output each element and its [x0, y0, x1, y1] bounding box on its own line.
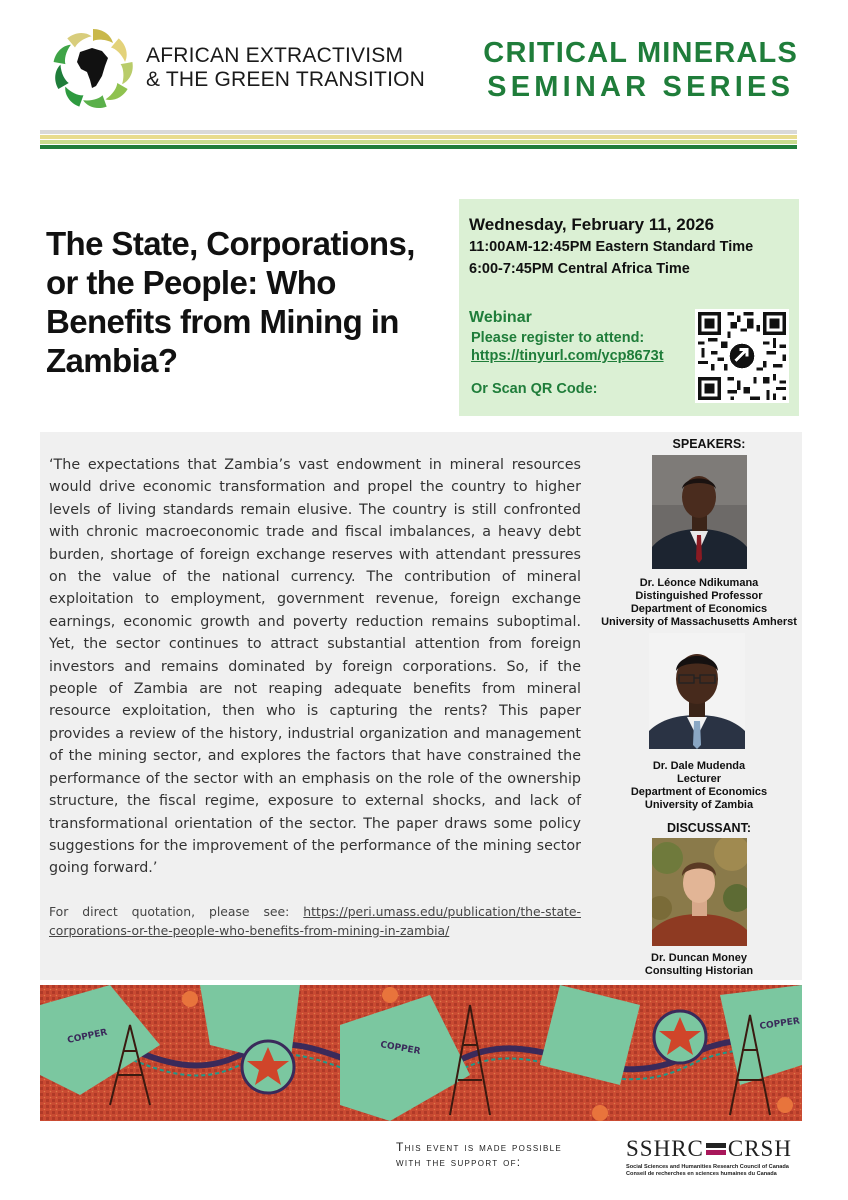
event-time-cat: 6:00-7:45PM Central Africa Time [469, 261, 690, 277]
series-title [483, 36, 798, 104]
support-line-1: This event is made possible [396, 1140, 563, 1154]
speakers-heading: SPEAKERS: [672, 437, 746, 451]
fabric-label-1: COPPER [66, 1027, 109, 1046]
speaker-1-department: Department of Economics [630, 603, 768, 615]
event-format: Webinar [469, 309, 532, 326]
discussant-name: Dr. Duncan Money [651, 952, 747, 964]
speaker-2-photo [649, 633, 745, 749]
event-title: The State, Corporations, or the People: Who Benefits from Mining in Zambia? [46, 225, 415, 379]
qr-code-icon[interactable] [695, 309, 789, 403]
speaker-2-name: Dr. Dale Mudenda [652, 760, 746, 772]
quotation-link[interactable]: https://peri.umass.edu/publication/the-state-corporations-or-the-people-who-benefits-from-mining-in-zambia/ [49, 904, 581, 938]
copper-fabric-pattern-image [40, 985, 802, 1121]
discussant-photo [652, 838, 747, 946]
support-statement [396, 1140, 562, 1170]
speaker-1-photo [652, 455, 747, 569]
speaker-1-info [589, 577, 809, 629]
speaker-2-department: Department of Economics [630, 786, 768, 798]
org-line-1: AFRICAN EXTRACTIVISM [146, 44, 404, 67]
scan-text: Or Scan QR Code: [471, 381, 598, 397]
quotation-note [49, 902, 581, 940]
quotation-prefix: For direct quotation, please see: [49, 904, 304, 919]
africa-leaf-ring-logo [50, 26, 136, 112]
speaker-1-institution: University of Massachusetts Amherst [601, 616, 797, 628]
event-info-box [459, 199, 799, 416]
event-date: Wednesday, February 11, 2026 [469, 215, 715, 234]
fabric-label-3: COPPER [759, 1016, 801, 1032]
register-text: Please register to attend: [471, 330, 645, 346]
abstract-text: ‘The expectations that Zambia’s vast endowment in mineral resources would drive economic transformation and propel the country to higher levels of living standards remain elusive. The country is still confronted with chronic macroeconomic trade and fiscal imbalances, a heavy debt burden, shortage of foreign exchange reserves with attendant pressures on the value of the national currency. The contribution of mineral exploitation to employment, government revenue, foreign exchange earnings, economic growth and poverty reduction remains suboptimal. Yet, the sector continues to attract substantial attention from foreign investors and remains dominated by foreign corporations. So, if the people of Zambia are not reaping adequate benefits from mineral resource exploitation, then who is capturing the rents? This paper provides a review of the history, industrial organization and management of the mining sector, and explores the factors that have constrained the performance of the sector with an emphasis on the role of the ownership structure, the fiscal regime, exposure to external shocks, and lack of transformational orientation of the sector. The paper draws some policy suggestions for the improvement of the performance of the mining sector going forward.’ [49, 457, 581, 877]
sshrc-equals-icon [706, 1141, 726, 1157]
org-line-2: & THE GREEN TRANSITION [146, 68, 425, 91]
discussant-info [589, 952, 809, 978]
header-divider-stripes [40, 130, 797, 150]
sshrc-english-name: Social Sciences and Humanities Research Council of Canada [626, 1164, 789, 1170]
speaker-2-institution: University of Zambia [644, 799, 754, 811]
register-link[interactable]: https://tinyurl.com/ycp8673t [471, 348, 664, 364]
sshrc-french-name: Conseil de recherches en sciences humaines du Canada [626, 1171, 777, 1177]
sshrc-wordmark [626, 1136, 810, 1162]
speaker-2-title: Lecturer [676, 773, 722, 785]
main-content-panel [40, 432, 802, 980]
speaker-1-title: Distinguished Professor [635, 590, 763, 602]
crsh-text: CRSH [727, 1136, 792, 1161]
speaker-1-name: Dr. Léonce Ndikumana [639, 577, 759, 589]
fabric-label-2: COPPER [379, 1040, 422, 1057]
sshrc-logo [626, 1136, 810, 1178]
organization-name [146, 44, 425, 92]
sshrc-text: SSHRC [626, 1136, 704, 1161]
event-time-est: 11:00AM-12:45PM Eastern Standard Time [469, 239, 754, 255]
discussant-heading: DISCUSSANT: [666, 821, 752, 835]
discussant-title: Consulting Historian [644, 965, 754, 977]
support-line-2: with the support of: [396, 1155, 522, 1169]
series-line-2: SEMINAR SERIES [487, 71, 795, 103]
series-line-1: CRITICAL MINERALS [483, 37, 798, 69]
speaker-2-info [589, 760, 809, 812]
